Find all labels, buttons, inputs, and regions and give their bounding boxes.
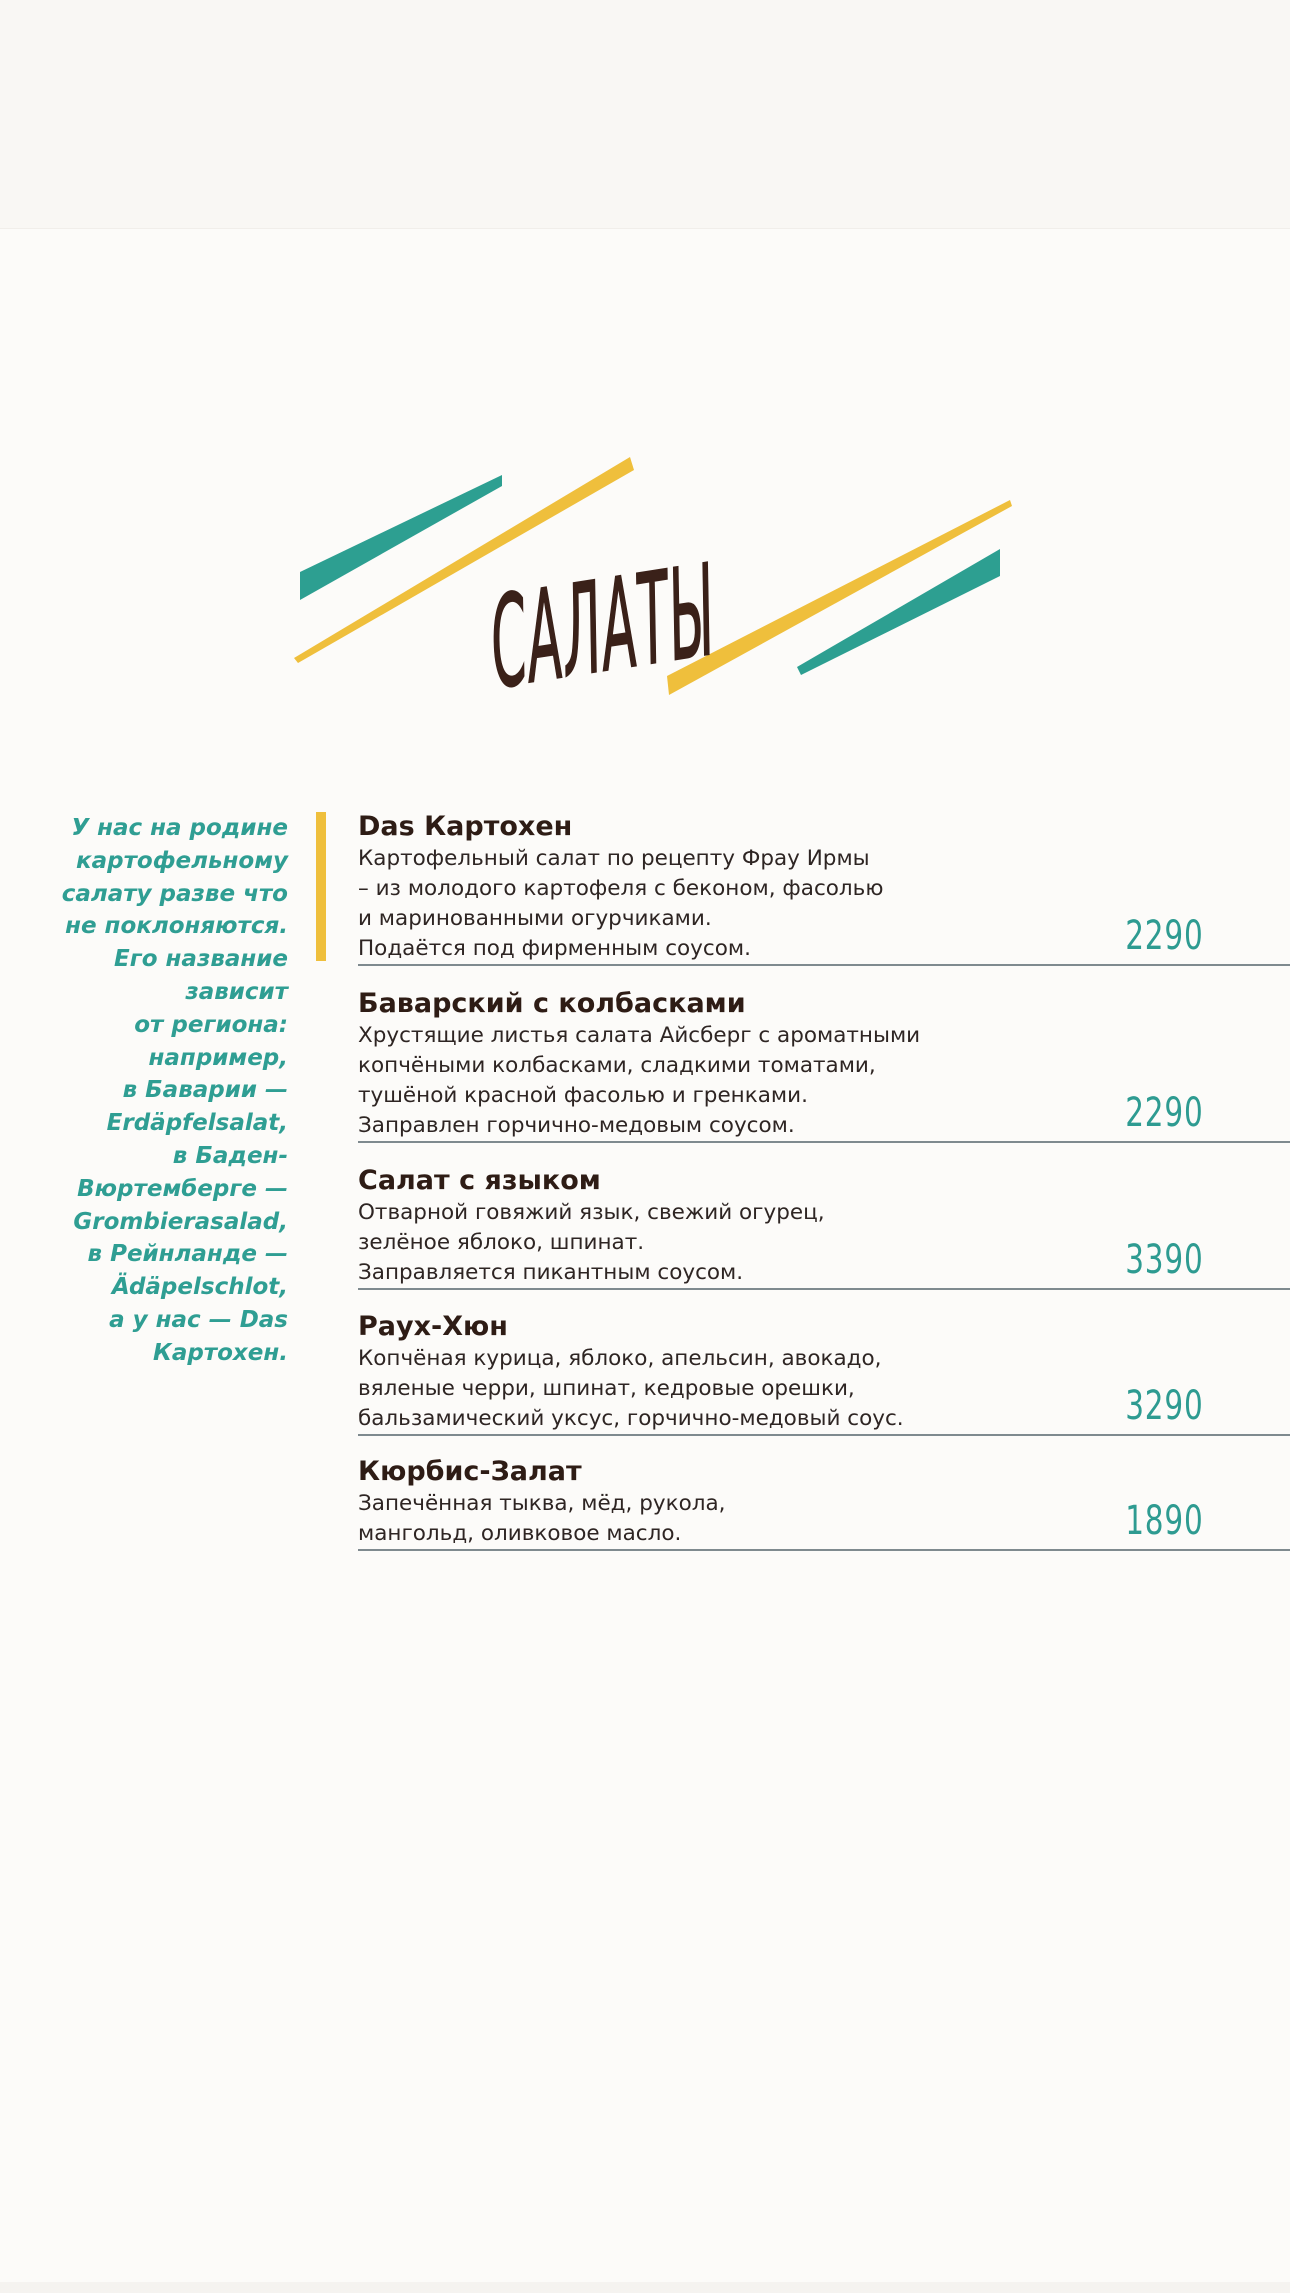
- item-description: Картофельный салат по рецепту Фрау Ирмы – из молодого картофеля с беконом, фасолью и маринованными огурчиками. Подаётся под фирменным соусом.: [358, 846, 884, 961]
- item-description: Отварной говяжий язык, свежий огурец, зелёное яблоко, шпинат. Заправляется пикантным соусом.: [358, 1200, 825, 1285]
- item-price: 3390: [1125, 1237, 1204, 1283]
- menu-item: [358, 1455, 1290, 1551]
- menu-item: [358, 987, 1290, 1143]
- menu-item: [358, 1310, 1290, 1436]
- menu-item: [358, 810, 1290, 966]
- teal-stripe-left: [300, 475, 502, 600]
- item-description: Запечённая тыква, мёд, рукола, мангольд, оливковое масло.: [358, 1491, 726, 1546]
- item-description: Копчёная курица, яблоко, апельсин, авокадо, вяленые черри, шпинат, кедровые орешки, бальзамический уксус, горчично-медовый соус.: [358, 1346, 904, 1431]
- item-title: Das Картохен: [358, 811, 573, 842]
- item-title: Баварский с колбасками: [358, 988, 746, 1019]
- item-description: Хрустящие листья салата Айсберг с ароматными копчёными колбасками, сладкими томатами, тушёной красной фасолью и гренками. Заправлен горчично-медовым соусом.: [358, 1023, 921, 1138]
- item-price: 1890: [1125, 1498, 1204, 1544]
- item-title: Кюрбис-Залат: [358, 1456, 582, 1487]
- item-price: 3290: [1125, 1383, 1204, 1429]
- item-title: Раух-Хюн: [358, 1311, 508, 1342]
- bottom-band: [0, 2282, 1290, 2293]
- item-price: 2290: [1125, 1090, 1204, 1136]
- side-note: У нас на родине картофельному салату разве что не поклоняются. Его название зависит от региона: например, в Баварии — Erdäpfelsalat, в Баден- Вюртемберге — Grombierasalad, в Рейнланде — Ädäpelschlot, а у нас — Das Картохен.: [61, 815, 288, 1366]
- section-header: [0, 0, 1290, 760]
- item-price: 2290: [1125, 913, 1204, 959]
- yellow-stripe-right: [667, 500, 1012, 695]
- section-title: САЛАТЫ: [489, 536, 716, 719]
- item-title: Салат с языком: [358, 1165, 601, 1196]
- accent-bar: [316, 812, 326, 961]
- menu-item: [358, 1164, 1290, 1290]
